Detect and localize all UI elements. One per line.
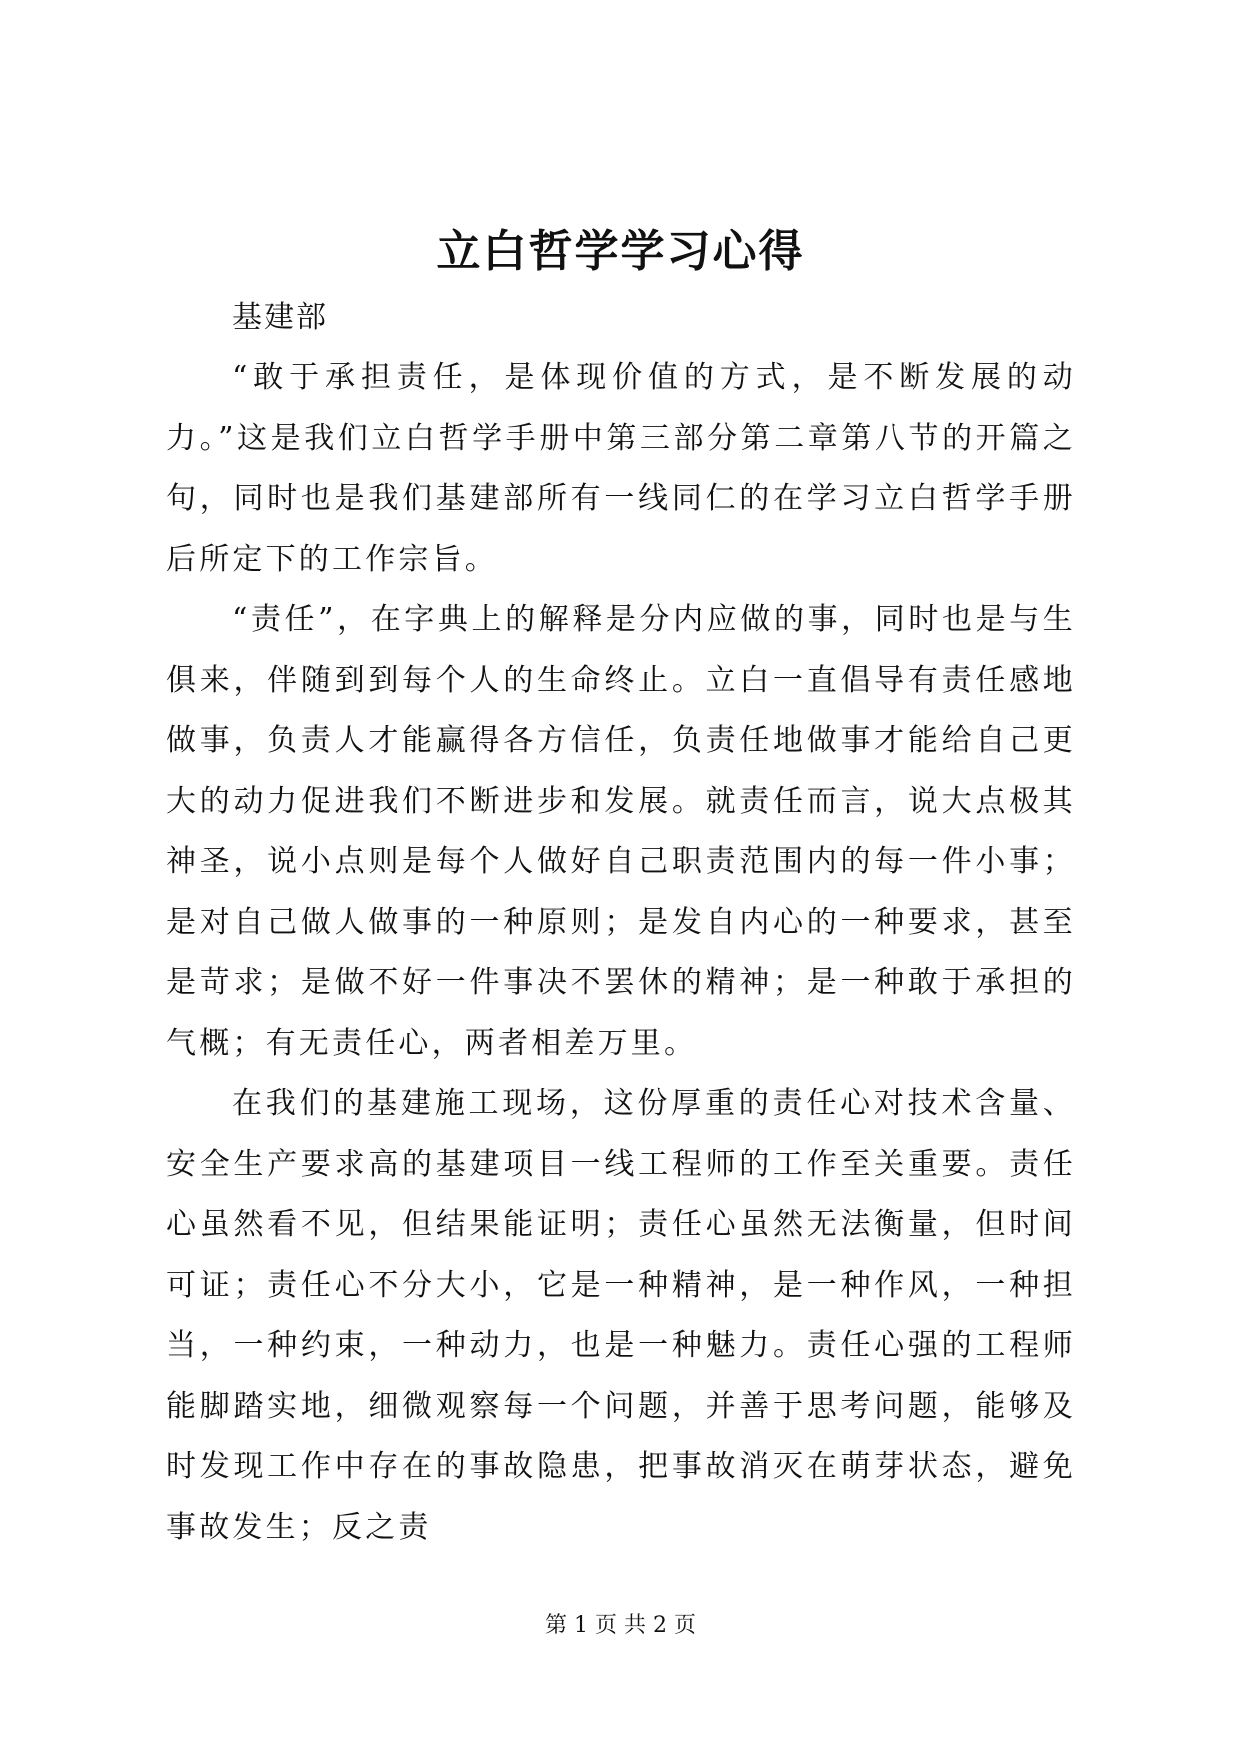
department-label: 基建部 xyxy=(232,300,328,335)
page-footer: 第 1 页 共 2 页 xyxy=(545,1613,696,1638)
paragraph-3: 在我们的基建施工现场，这份厚重的责任心对技术含量、安全生产要求高的基建项目一线工程师的工作至关重要。责任心虽然看不见，但结果能证明；责任心虽然无法衡量，但时间可证；责任心不分大小，它是一种精神，是一种作风，一种担当，一种约束，一种动力，也是一种魅力。责任心强的工程师能脚踏实地，细微观察每一个问题，并善于思考问题，能够及时发现工作中存在的事故隐患，把事故消灭在萌芽状态，避免事故发生；反之责 xyxy=(166,1086,1076,1545)
document-body xyxy=(166,288,1076,1558)
paragraph-2: “责任”，在字典上的解释是分内应做的事，同时也是与生俱来，伴随到到每个人的生命终止。立白一直倡导有责任感地做事，负责人才能赢得各方信任，负责任地做事才能给自己更大的动力促进我们不断进步和发展。就责任而言，说大点极其神圣，说小点则是每个人做好自己职责范围内的每一件小事；是对自己做人做事的一种原则；是发自内心的一种要求，甚至是苛求；是做不好一件事决不罢休的精神；是一种敢于承担的气概；有无责任心，两者相差万里。 xyxy=(166,602,1076,1061)
paragraph-1: “敢于承担责任，是体现价值的方式，是不断发展的动力。”这是我们立白哲学手册中第三部分第二章第八节的开篇之句，同时也是我们基建部所有一线同仁的在学习立白哲学手册后所定下的工作宗旨。 xyxy=(166,360,1076,577)
document-title: 立白哲学学习心得 xyxy=(436,226,805,277)
